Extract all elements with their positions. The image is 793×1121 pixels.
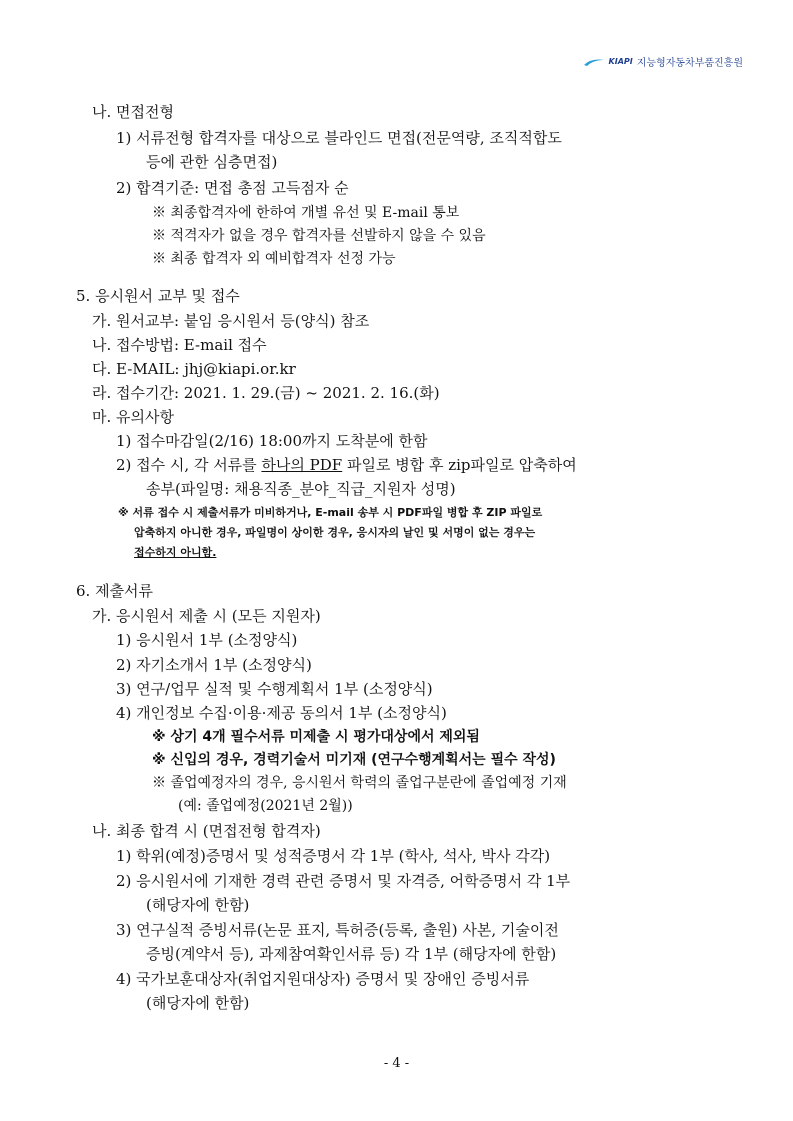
s5-note-2-cont: 송부(파일명: 채용직종_분야_직급_지원자 성명) — [146, 480, 456, 498]
s6-na-3-cont: 증빙(계약서 등), 과제참여확인서류 등) 각 1부 (해당자에 한함) — [146, 945, 557, 963]
s6-item-na: 나. 최종 합격 시 (면접전형 합격자) — [92, 822, 321, 840]
s6-note-1: ※ 상기 4개 필수서류 미제출 시 평가대상에서 제외됨 — [152, 729, 480, 745]
s5-item-ra: 라. 접수기간: 2021. 1. 29.(금) ~ 2021. 2. 16.(화) — [92, 384, 440, 402]
s6-note-3: ※ 졸업예정자의 경우, 응시원서 학력의 졸업구분란에 졸업예정 기재 — [152, 775, 567, 791]
kiapi-swoosh-icon — [583, 57, 605, 67]
s6-na-4-cont: (해당자에 한함) — [146, 994, 250, 1012]
interview-item-1: 1) 서류전형 합격자를 대상으로 블라인드 면접(전문역량, 조직적합도 — [116, 129, 562, 147]
s5-note-1: 1) 접수마감일(2/16) 18:00까지 도착분에 한함 — [116, 432, 428, 450]
s5-warning-a: ※ 서류 접수 시 제출서류가 미비하거나, E-mail 송부 시 PDF파일 병합 후 ZIP 파일로 — [118, 506, 543, 519]
org-name: 지능형자동차부품진흥원 — [636, 58, 743, 69]
s5-warning-b: 압축하지 아니한 경우, 파일명이 상이한 경우, 응시자의 날인 및 서명이 없는 경우는 — [134, 526, 536, 539]
interview-heading: 나. 면접전형 — [92, 103, 174, 121]
page-header — [583, 54, 743, 69]
s5-item-ga: 가. 원서교부: 붙임 응시원서 등(양식) 참조 — [92, 312, 370, 330]
s5-item-ma: 마. 유의사항 — [92, 408, 174, 426]
interview-item-2: 2) 합격기준: 면접 총점 고득점자 순 — [116, 179, 349, 197]
s6-na-1: 1) 학위(예정)증명서 및 성적증명서 각 1부 (학사, 석사, 박사 각각) — [116, 847, 551, 865]
s6-na-2-cont: (해당자에 한함) — [146, 896, 250, 914]
interview-note-2: ※ 적격자가 없을 경우 합격자를 선발하지 않을 수 있음 — [152, 228, 486, 244]
s5-note-2 — [116, 455, 577, 475]
interview-note-1: ※ 최종합격자에 한하여 개별 유선 및 E-mail 통보 — [152, 205, 460, 221]
section-5-title: 5. 응시원서 교부 및 접수 — [76, 287, 240, 305]
s6-ga-3: 3) 연구/업무 실적 및 수행계획서 1부 (소정양식) — [116, 680, 433, 698]
s6-na-4: 4) 국가보훈대상자(취업지원대상자) 증명서 및 장애인 증빙서류 — [116, 970, 530, 988]
s5-note-2-underline: 하나의 PDF — [261, 456, 343, 474]
logo-text: KIAPI — [608, 57, 633, 66]
s6-note-3-cont: (예: 졸업예정(2021년 2월)) — [178, 798, 353, 814]
interview-note-3: ※ 최종 합격자 외 예비합격자 선정 가능 — [152, 251, 396, 267]
s5-warning-c: 접수하지 아니함. — [134, 546, 217, 559]
s5-item-na: 나. 접수방법: E-mail 접수 — [92, 336, 267, 354]
page-number: - 4 - — [383, 1056, 410, 1071]
s6-item-ga: 가. 응시원서 제출 시 (모든 지원자) — [92, 607, 321, 625]
s6-ga-4: 4) 개인정보 수집·이용·제공 동의서 1부 (소정양식) — [116, 704, 447, 722]
s5-note-2-pre: 2) 접수 시, 각 서류를 — [116, 456, 262, 474]
section-6-title: 6. 제출서류 — [76, 582, 154, 600]
s6-na-2: 2) 응시원서에 기재한 경력 관련 증명서 및 자격증, 어학증명서 각 1부 — [116, 872, 571, 890]
s6-na-3: 3) 연구실적 증빙서류(논문 표지, 특허증(등록, 출원) 사본, 기술이전 — [116, 921, 559, 939]
s5-note-2-post: 파일로 병합 후 zip파일로 압축하여 — [342, 456, 577, 474]
s6-ga-2: 2) 자기소개서 1부 (소정양식) — [116, 656, 312, 674]
interview-item-1-cont: 등에 관한 심층면접) — [146, 153, 278, 171]
s6-note-2: ※ 신입의 경우, 경력기술서 미기재 (연구수행계획서는 필수 작성) — [152, 752, 556, 768]
s6-ga-1: 1) 응시원서 1부 (소정양식) — [116, 631, 298, 649]
s5-item-da: 다. E-MAIL: jhj@kiapi.or.kr — [92, 360, 296, 378]
